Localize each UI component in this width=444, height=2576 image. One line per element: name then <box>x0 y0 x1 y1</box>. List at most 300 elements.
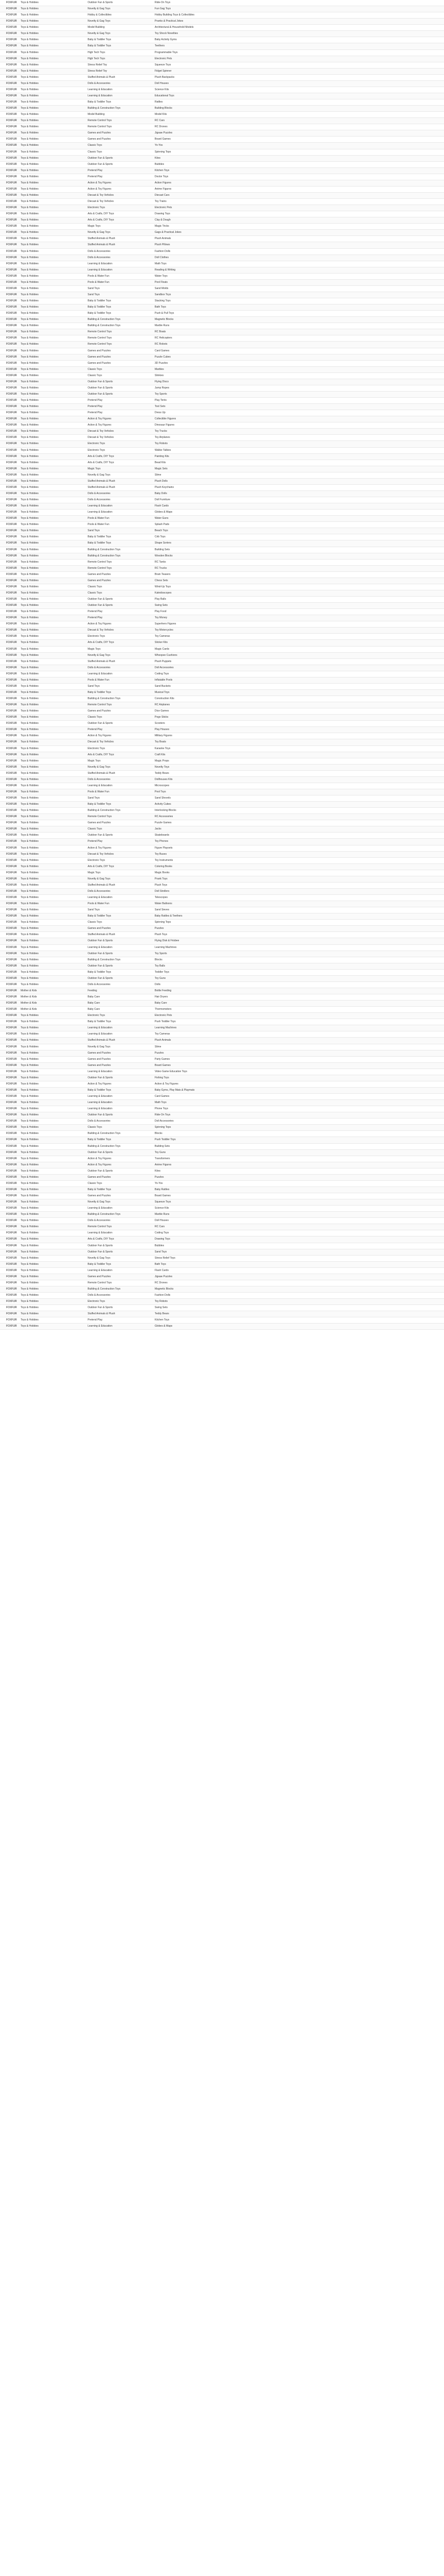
category-cell: Toys & Hobbies <box>21 392 39 396</box>
category-cell: Toys & Hobbies <box>21 212 39 216</box>
subcategory-cell: Action & Toy Figures <box>88 187 111 191</box>
product-type-cell: Puzzles <box>155 927 164 930</box>
category-cell: Toys & Hobbies <box>21 1051 39 1055</box>
subcategory-cell: Pools & Water Fun <box>88 274 109 278</box>
table-row <box>0 392 444 398</box>
brand-cell: FOXFUR <box>6 666 17 669</box>
table-row <box>0 1125 444 1131</box>
subcategory-cell: Diecast & Toy Vehicles <box>88 200 114 203</box>
subcategory-cell: Classic Toys <box>88 591 102 595</box>
product-type-cell: Sand Buckets <box>155 684 171 688</box>
table-row <box>0 1001 444 1007</box>
category-cell: Toys & Hobbies <box>21 119 39 123</box>
table-row <box>0 1144 444 1150</box>
brand-cell: FOXFUR <box>6 1132 17 1136</box>
brand-cell: FOXFUR <box>6 374 17 377</box>
product-type-cell: Magic Cards <box>155 647 170 651</box>
table-row <box>0 665 444 671</box>
table-row <box>0 1044 444 1050</box>
category-cell: Toys & Hobbies <box>21 784 39 787</box>
subcategory-cell: Action & Toy Figures <box>88 622 111 626</box>
category-cell: Toys & Hobbies <box>21 517 39 520</box>
product-type-cell: Dress Up <box>155 411 166 415</box>
subcategory-cell: Learning & Education <box>88 1107 112 1111</box>
product-type-cell: RC Trucks <box>155 566 167 570</box>
table-row <box>0 795 444 802</box>
subcategory-cell: Outdoor Fun & Sports <box>88 598 113 601</box>
brand-cell: FOXFUR <box>6 616 17 620</box>
brand-cell: FOXFUR <box>6 535 17 539</box>
subcategory-cell: Building & Construction Toys <box>88 554 121 557</box>
category-cell: Toys & Hobbies <box>21 591 39 595</box>
product-type-cell: Math Toys <box>155 1101 167 1105</box>
table-row <box>0 211 444 217</box>
brand-cell: FOXFUR <box>6 790 17 793</box>
category-cell: Toys & Hobbies <box>21 1256 39 1260</box>
category-cell: Toys & Hobbies <box>21 834 39 837</box>
category-cell: Toys & Hobbies <box>21 728 39 732</box>
category-cell: Toys & Hobbies <box>21 355 39 359</box>
brand-cell: FOXFUR <box>6 1002 17 1005</box>
product-type-cell: Toy Robots <box>155 442 168 446</box>
table-row <box>0 932 444 938</box>
product-type-cell: Toy Money <box>155 616 168 620</box>
subcategory-cell: Arts & Crafts, DIY Toys <box>88 212 114 216</box>
table-row <box>0 460 444 466</box>
product-type-cell: Push Toddler Toys <box>155 1138 176 1142</box>
category-cell: Toys & Hobbies <box>21 75 39 79</box>
table-row <box>0 820 444 826</box>
table-row <box>0 957 444 963</box>
subcategory-cell: Sand Toys <box>88 908 100 912</box>
brand-cell: FOXFUR <box>6 852 17 856</box>
table-row <box>0 1019 444 1025</box>
subcategory-cell: Learning & Education <box>88 1101 112 1105</box>
brand-cell: FOXFUR <box>6 529 17 533</box>
brand-cell: FOXFUR <box>6 846 17 850</box>
product-type-cell: Diecast Cars <box>155 193 170 197</box>
brand-cell: FOXFUR <box>6 877 17 880</box>
product-type-cell: Plush Animals <box>155 1039 171 1042</box>
category-cell: Toys & Hobbies <box>21 908 39 912</box>
subcategory-cell: Pretend Play <box>88 168 103 172</box>
table-row <box>0 1181 444 1187</box>
brand-cell: FOXFUR <box>6 659 17 663</box>
product-type-cell: Bubbles <box>155 1244 165 1247</box>
table-row <box>0 597 444 603</box>
brand-cell: FOXFUR <box>6 1300 17 1303</box>
table-row <box>0 858 444 864</box>
table-row <box>0 1100 444 1106</box>
subcategory-cell: Arts & Crafts, DIY Toys <box>88 218 114 222</box>
table-row <box>0 292 444 298</box>
product-type-cell: Crib Toys <box>155 535 166 539</box>
subcategory-cell: Stuffed Animals & Plush <box>88 883 116 887</box>
subcategory-cell: Dolls & Accessories <box>88 777 110 781</box>
subcategory-cell: Outdoor Fun & Sports <box>88 964 113 968</box>
product-type-cell: Sand Toys <box>155 1250 167 1253</box>
table-row <box>0 441 444 447</box>
brand-cell: FOXFUR <box>6 107 17 110</box>
brand-cell: FOXFUR <box>6 976 17 980</box>
product-type-cell: Sand Shovels <box>155 796 171 800</box>
brand-cell: FOXFUR <box>6 361 17 365</box>
brand-cell: FOXFUR <box>6 728 17 732</box>
brand-cell: FOXFUR <box>6 225 17 228</box>
brand-cell: FOXFUR <box>6 268 17 272</box>
brand-cell: FOXFUR <box>6 690 17 694</box>
product-type-cell: Board Games <box>155 138 171 141</box>
table-row <box>0 566 444 572</box>
subcategory-cell: Building & Construction Toys <box>88 1144 121 1148</box>
subcategory-cell: Electronic Toys <box>88 747 105 750</box>
table-row <box>0 50 444 56</box>
subcategory-cell: Classic Toys <box>88 921 102 924</box>
table-row <box>0 907 444 913</box>
subcategory-cell: Building & Construction Toys <box>88 1213 121 1216</box>
product-type-cell: Plush Puppets <box>155 659 172 663</box>
category-cell: Toys & Hobbies <box>21 765 39 769</box>
product-type-cell: Math Toys <box>155 262 167 265</box>
table-row <box>0 298 444 304</box>
subcategory-cell: Learning & Education <box>88 784 112 787</box>
subcategory-cell: Action & Toy Figures <box>88 1163 111 1166</box>
category-cell: Toys & Hobbies <box>21 50 39 54</box>
brand-cell: FOXFUR <box>6 716 17 719</box>
product-type-cell: Thermometers <box>155 1008 172 1011</box>
subcategory-cell: Games and Puzzles <box>88 1057 111 1061</box>
product-type-cell: Toy Guns <box>155 1150 166 1154</box>
category-cell: Toys & Hobbies <box>21 548 39 551</box>
subcategory-cell: Outdoor Fun & Sports <box>88 939 113 943</box>
product-type-cell: Scooters <box>155 722 165 725</box>
product-type-cell: Sandbox Toys <box>155 293 171 296</box>
category-cell: Toys & Hobbies <box>21 107 39 110</box>
brand-cell: FOXFUR <box>6 1107 17 1111</box>
subcategory-cell: Dolls & Accessories <box>88 492 110 495</box>
brand-cell: FOXFUR <box>6 256 17 259</box>
table-row <box>0 242 444 248</box>
subcategory-cell: Baby & Toddler Toys <box>88 970 111 974</box>
brand-cell: FOXFUR <box>6 517 17 520</box>
product-type-cell: Puzzles <box>155 1175 164 1179</box>
brand-cell: FOXFUR <box>6 479 17 483</box>
table-row <box>0 156 444 162</box>
table-row <box>0 180 444 187</box>
brand-cell: FOXFUR <box>6 69 17 73</box>
subcategory-cell: Dolls & Accessories <box>88 1294 110 1297</box>
brand-cell: FOXFUR <box>6 1306 17 1310</box>
brand-cell: FOXFUR <box>6 1281 17 1284</box>
table-row <box>0 497 444 503</box>
product-type-cell: Electronic Pets <box>155 206 172 210</box>
subcategory-cell: Baby & Toddler Toys <box>88 38 111 42</box>
brand-cell: FOXFUR <box>6 784 17 787</box>
brand-cell: FOXFUR <box>6 32 17 36</box>
subcategory-cell: Arts & Crafts, DIY Toys <box>88 641 114 645</box>
subcategory-cell: Outdoor Fun & Sports <box>88 604 113 607</box>
product-type-cell: Toy Phones <box>155 840 169 843</box>
category-cell: Toys & Hobbies <box>21 156 39 160</box>
product-type-cell: Sand Sieves <box>155 908 170 912</box>
brand-cell: FOXFUR <box>6 13 17 17</box>
subcategory-cell: Electronic Toys <box>88 206 105 210</box>
product-type-cell: Dinosaur Figures <box>155 423 175 427</box>
subcategory-cell: Classic Toys <box>88 1181 102 1185</box>
table-row <box>0 373 444 379</box>
product-type-cell: Play Food <box>155 610 167 614</box>
table-row <box>0 87 444 93</box>
product-type-cell: Toy Robots <box>155 1300 168 1303</box>
product-type-cell: Action & Toy Figures <box>155 1082 178 1086</box>
table-row <box>0 945 444 951</box>
brand-cell: FOXFUR <box>6 1200 17 1204</box>
table-row <box>0 994 444 1001</box>
category-cell: Toys & Hobbies <box>21 138 39 141</box>
table-row <box>0 1168 444 1175</box>
category-cell: Toys & Hobbies <box>21 125 39 129</box>
table-row <box>0 889 444 895</box>
subcategory-cell: Feeding <box>88 989 97 992</box>
table-row <box>0 826 444 833</box>
brand-cell: FOXFUR <box>6 964 17 968</box>
category-cell: Toys & Hobbies <box>21 1312 39 1316</box>
table-row <box>0 839 444 845</box>
brand-cell: FOXFUR <box>6 629 17 632</box>
product-type-cell: Squeeze Toys <box>155 1200 171 1204</box>
subcategory-cell: Baby & Toddler Toys <box>88 1262 111 1266</box>
brand-cell: FOXFUR <box>6 834 17 837</box>
category-cell: Toys & Hobbies <box>21 399 39 402</box>
product-type-cell: Toy Boats <box>155 740 166 744</box>
table-row <box>0 1249 444 1256</box>
brand-cell: FOXFUR <box>6 572 17 576</box>
brand-cell: FOXFUR <box>6 709 17 713</box>
brand-cell: FOXFUR <box>6 703 17 707</box>
category-cell: Toys & Hobbies <box>21 598 39 601</box>
product-type-cell: Jigsaw Puzzles <box>155 131 173 135</box>
subcategory-cell: Stuffed Animals & Plush <box>88 243 116 247</box>
brand-cell: FOXFUR <box>6 1225 17 1229</box>
brand-cell: FOXFUR <box>6 1287 17 1291</box>
brand-cell: FOXFUR <box>6 653 17 657</box>
category-cell: Toys & Hobbies <box>21 386 39 389</box>
table-row <box>0 479 444 485</box>
product-type-cell: Marbles <box>155 367 164 371</box>
category-cell: Toys & Hobbies <box>21 1113 39 1117</box>
product-type-cell: Tool Sets <box>155 405 166 409</box>
product-type-cell: Wind-Up Toys <box>155 585 171 588</box>
category-cell: Toys & Hobbies <box>21 57 39 60</box>
brand-cell: FOXFUR <box>6 312 17 315</box>
subcategory-cell: Magic Toys <box>88 467 101 470</box>
product-type-cell: Learning Machines <box>155 945 177 949</box>
category-cell: Toys & Hobbies <box>21 914 39 918</box>
brand-cell: FOXFUR <box>6 492 17 495</box>
category-cell: Toys & Hobbies <box>21 44 39 48</box>
product-type-cell: Construction Kits <box>155 697 174 700</box>
table-row <box>0 335 444 342</box>
brand-cell: FOXFUR <box>6 1157 17 1160</box>
subcategory-cell: Games and Puzzles <box>88 355 111 359</box>
category-cell: Toys & Hobbies <box>21 740 39 744</box>
product-type-cell: RC Helicopters <box>155 336 172 340</box>
category-cell: Toys & Hobbies <box>21 467 39 470</box>
category-cell: Toys & Hobbies <box>21 1132 39 1136</box>
subcategory-cell: Remote Control Toys <box>88 1281 112 1284</box>
brand-cell: FOXFUR <box>6 423 17 427</box>
category-cell: Toys & Hobbies <box>21 1175 39 1179</box>
brand-cell: FOXFUR <box>6 293 17 296</box>
subcategory-cell: Baby & Toddler Toys <box>88 312 111 315</box>
brand-cell: FOXFUR <box>6 927 17 930</box>
product-type-cell: Plush Animals <box>155 237 171 241</box>
subcategory-cell: Games and Puzzles <box>88 1051 111 1055</box>
subcategory-cell: Baby & Toddler Toys <box>88 44 111 48</box>
table-row <box>0 1317 444 1324</box>
subcategory-cell: Electronic Toys <box>88 1014 105 1018</box>
table-row <box>0 12 444 19</box>
subcategory-cell: Learning & Education <box>88 1231 112 1235</box>
category-cell: Toys & Hobbies <box>21 982 39 986</box>
brand-cell: FOXFUR <box>6 548 17 551</box>
subcategory-cell: Games and Puzzles <box>88 1063 111 1067</box>
category-cell: Toys & Hobbies <box>21 150 39 154</box>
brand-cell: FOXFUR <box>6 249 17 253</box>
table-row <box>0 1299 444 1305</box>
table-row <box>0 715 444 721</box>
subcategory-cell: Magic Toys <box>88 647 101 651</box>
subcategory-cell: Baby & Toddler Toys <box>88 914 111 918</box>
product-type-cell: Fidget Spinner <box>155 69 172 73</box>
category-cell: Toys & Hobbies <box>21 821 39 825</box>
table-row <box>0 69 444 75</box>
table-row <box>0 43 444 49</box>
category-cell: Toys & Hobbies <box>21 1207 39 1210</box>
product-type-cell: Drawing Toys <box>155 212 170 216</box>
brand-cell: FOXFUR <box>6 262 17 265</box>
subcategory-cell: Arts & Crafts, DIY Toys <box>88 753 114 756</box>
product-type-cell: Prank Toys <box>155 877 168 880</box>
category-cell: Mother & Kids <box>21 995 37 998</box>
product-type-cell: Toy Motorcycles <box>155 629 173 632</box>
category-cell: Toys & Hobbies <box>21 69 39 73</box>
table-row <box>0 1088 444 1094</box>
table-row <box>0 137 444 143</box>
brand-cell: FOXFUR <box>6 1325 17 1328</box>
product-type-cell: Yo-Yos <box>155 144 163 147</box>
category-cell: Toys & Hobbies <box>21 63 39 66</box>
subcategory-cell: Dolls & Accessories <box>88 249 110 253</box>
category-cell: Toys & Hobbies <box>21 846 39 850</box>
table-row <box>0 814 444 820</box>
table-row <box>0 205 444 211</box>
brand-cell: FOXFUR <box>6 1113 17 1117</box>
product-type-cell: Magic Books <box>155 871 170 874</box>
subcategory-cell: Remote Control Toys <box>88 119 112 123</box>
brand-cell: FOXFUR <box>6 591 17 595</box>
product-type-cell: Puzzle Cubes <box>155 355 171 359</box>
subcategory-cell: Baby Care <box>88 1002 100 1005</box>
table-row <box>0 603 444 609</box>
category-cell: Toys & Hobbies <box>21 243 39 247</box>
category-cell: Toys & Hobbies <box>21 423 39 427</box>
product-type-cell: Anime Figures <box>155 1163 172 1166</box>
table-row <box>0 1175 444 1181</box>
subcategory-cell: Action & Toy Figures <box>88 846 111 850</box>
subcategory-cell: Baby & Toddler Toys <box>88 535 111 539</box>
product-type-cell: Doctor Toys <box>155 175 169 178</box>
brand-cell: FOXFUR <box>6 156 17 160</box>
category-cell: Toys & Hobbies <box>21 722 39 725</box>
subcategory-cell: Building & Construction Toys <box>88 107 121 110</box>
table-row <box>0 621 444 628</box>
product-type-cell: Video Game Education Toys <box>155 1070 187 1073</box>
subcategory-cell: Outdoor Fun & Sports <box>88 380 113 383</box>
category-cell: Toys & Hobbies <box>21 716 39 719</box>
brand-cell: FOXFUR <box>6 1262 17 1266</box>
product-type-cell: Teddy Bears <box>155 771 169 775</box>
subcategory-cell: Stress Relief Toy <box>88 63 107 66</box>
table-row <box>0 422 444 429</box>
product-type-cell: Karaoke Toys <box>155 747 171 750</box>
product-type-cell: Beach Toys <box>155 529 168 533</box>
subcategory-cell: Novelty & Gag Toys <box>88 1045 110 1048</box>
product-type-cell: Toy Balls <box>155 964 166 968</box>
category-cell: Toys & Hobbies <box>21 32 39 36</box>
table-row <box>0 342 444 348</box>
subcategory-cell: Pretend Play <box>88 405 103 409</box>
category-cell: Toys & Hobbies <box>21 604 39 607</box>
subcategory-cell: Learning & Education <box>88 511 112 514</box>
brand-cell: FOXFUR <box>6 1095 17 1098</box>
brand-cell: FOXFUR <box>6 330 17 334</box>
product-type-cell: Bath Toys <box>155 306 166 309</box>
category-cell: Toys & Hobbies <box>21 268 39 272</box>
brand-cell: FOXFUR <box>6 635 17 638</box>
subcategory-cell: Baby & Toddler Toys <box>88 306 111 309</box>
table-row <box>0 1162 444 1168</box>
category-cell: Toys & Hobbies <box>21 225 39 228</box>
brand-cell: FOXFUR <box>6 237 17 241</box>
table-row <box>0 472 444 479</box>
subcategory-cell: Arts & Crafts, DIY Toys <box>88 865 114 868</box>
subcategory-cell: Model Building <box>88 26 105 29</box>
subcategory-cell: Diecast & Toy Vehicles <box>88 436 114 439</box>
table-row <box>0 187 444 193</box>
product-type-cell: Spinning Tops <box>155 150 171 154</box>
table-row <box>0 1236 444 1243</box>
subcategory-cell: Building & Construction Toys <box>88 697 121 700</box>
category-cell: Toys & Hobbies <box>21 1300 39 1303</box>
brand-cell: FOXFUR <box>6 815 17 819</box>
category-cell: Toys & Hobbies <box>21 1306 39 1310</box>
table-row <box>0 261 444 267</box>
brand-cell: FOXFUR <box>6 386 17 389</box>
table-row <box>0 1007 444 1013</box>
brand-cell: FOXFUR <box>6 1026 17 1030</box>
brand-cell: FOXFUR <box>6 504 17 508</box>
product-type-cell: Fashion Dolls <box>155 249 171 253</box>
product-type-cell: Toy Cameras <box>155 1032 170 1036</box>
subcategory-cell: Pools & Water Fun <box>88 523 109 527</box>
table-row <box>0 976 444 982</box>
subcategory-cell: Novelty & Gag Toys <box>88 1200 110 1204</box>
subcategory-cell: Baby & Toddler Toys <box>88 1188 111 1191</box>
subcategory-cell: Baby & Toddler Toys <box>88 1020 111 1024</box>
brand-cell: FOXFUR <box>6 809 17 812</box>
category-cell: Toys & Hobbies <box>21 610 39 614</box>
